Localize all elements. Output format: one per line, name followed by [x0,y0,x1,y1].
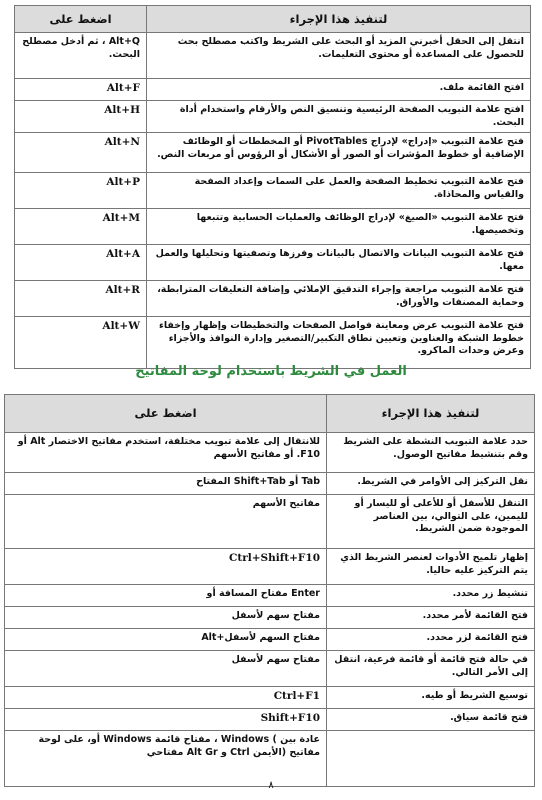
action-cell: افتح علامة التبويب الصفحة الرئيسية وتنسيق النص والأرقام واستخدام أداة البحث. [147,101,531,133]
shortcut-key-cell: Alt+R [15,281,147,317]
table-row [15,79,531,101]
shortcut-key-cell: عادة بين ) Windows ، مفتاح قائمة Windows أو، على لوحة مفاتيح (الأيمن Ctrl و Alt Gr مفتاحي [5,731,327,787]
shortcut-key-cell: Alt+M [15,209,147,245]
action-cell: فتح القائمة لزر محدد. [327,629,535,651]
table-row [15,317,531,369]
shortcut-key-cell: مفاتيح الأسهم [5,495,327,549]
shortcut-key-cell: مفتاح السهم لأسفل+Alt [5,629,327,651]
shortcut-key-cell: Alt+W [15,317,147,369]
action-cell: فتح علامة التبويب عرض ومعاينة فواصل الصفحات والتخطيطات وإظهار وإخفاء خطوط الشبكة والعناوين وتعيين نطاق التكبير/التصغير وإدارة النوافذ والأجزاء وعرض وحدات الماكرو. [147,317,531,369]
table-row [15,133,531,173]
action-cell: نقل التركيز إلى الأوامر في الشريط. [327,473,535,495]
table-row [15,245,531,281]
shortcut-key-cell: Enter مفتاح المسافة أو [5,585,327,607]
header-key: اضغط على [5,395,327,433]
header-key: اضغط على [15,6,147,33]
action-cell: فتح علامة التبويب «إدراج» لإدراج PivotTables أو المخططات أو الوظائف الإضافية أو خطوط المؤشرات أو الصور أو الأشكال أو الرؤوس أو مربعات النص. [147,133,531,173]
table-row [5,607,535,629]
table-row [5,549,535,585]
action-cell: فتح علامة التبويب مراجعة وإجراء التدقيق الإملائي وإضافة التعليقات المترابطة، وحماية المصنفات والأوراق. [147,281,531,317]
shortcuts-table-main-tabs [14,5,531,369]
shortcut-key-cell: Alt+N [15,133,147,173]
shortcut-key-cell: Shift+F10 [5,709,327,731]
action-cell: في حالة فتح قائمة أو قائمة فرعية، انتقل إلى الأمر التالي. [327,651,535,687]
shortcut-key-cell: Alt+P [15,173,147,209]
action-cell: حدد علامة التبويب النشطة على الشريط وقم بتنشيط مفاتيح الوصول. [327,433,535,473]
table-row [5,629,535,651]
action-cell: تنشيط زر محدد. [327,585,535,607]
action-cell: توسيع الشريط أو طيه. [327,687,535,709]
shortcut-key-cell: Ctrl+F1 [5,687,327,709]
table-row [15,33,531,79]
action-cell: فتح القائمة لأمر محدد. [327,607,535,629]
action-cell [327,731,535,787]
section-title: العمل في الشريط باستخدام لوحة المفاتيح [135,364,407,379]
table-row [5,709,535,731]
action-cell: انتقل إلى الحقل أخبرني المزيد أو البحث على الشريط واكتب مصطلح بحث للحصول على المساعدة أو محتوى التعليمات. [147,33,531,79]
shortcut-key-cell: Alt+A [15,245,147,281]
table-row [5,687,535,709]
table-row [5,473,535,495]
shortcut-key-cell: Tab أو Shift+Tab المفتاح [5,473,327,495]
shortcut-key-cell: للانتقال إلى علامة تبويب مختلفة، استخدم مفاتيح الاختصار Alt أو F10. أو مفاتيح الأسهم [5,433,327,473]
action-cell: التنقل للأسفل أو للأعلى أو لليسار أو لليمين، على التوالي، بين العناصر الموجودة ضمن الشريط. [327,495,535,549]
header-action: لتنفيذ هذا الإجراء [147,6,531,33]
table-row [15,281,531,317]
table-row [15,209,531,245]
shortcut-key-cell: مفتاح سهم لأسفل [5,651,327,687]
shortcut-key-cell: Alt+Q ، ثم أدخل مصطلح البحث. [15,33,147,79]
table-row [5,433,535,473]
table-row [5,585,535,607]
action-cell: فتح علامة التبويب البيانات والاتصال بالبيانات وفرزها وتصفيتها وتحليلها والعمل معها. [147,245,531,281]
shortcut-key-cell: Ctrl+Shift+F10 [5,549,327,585]
action-cell: افتح القائمة ملف. [147,79,531,101]
table-row [5,495,535,549]
action-cell: إظهار تلميح الأدوات لعنصر الشريط الذي يتم التركيز عليه حاليا. [327,549,535,585]
table-row [15,173,531,209]
shortcut-key-cell: Alt+F [15,79,147,101]
shortcuts-table-ribbon [4,394,535,787]
action-cell: فتح قائمة سياق. [327,709,535,731]
table-row [15,101,531,133]
table-row [5,731,535,787]
table-row [5,651,535,687]
page-number: ٨ [268,780,274,791]
shortcut-key-cell: Alt+H [15,101,147,133]
action-cell: فتح علامة التبويب تخطيط الصفحة والعمل على السمات وإعداد الصفحة والقياس والمحاذاة. [147,173,531,209]
shortcut-key-cell: مفتاح سهم لأسفل [5,607,327,629]
header-action: لتنفيذ هذا الإجراء [327,395,535,433]
action-cell: فتح علامة التبويب «الصيغ» لإدراج الوظائف والعمليات الحسابية وتتبعها وتخصيصها. [147,209,531,245]
